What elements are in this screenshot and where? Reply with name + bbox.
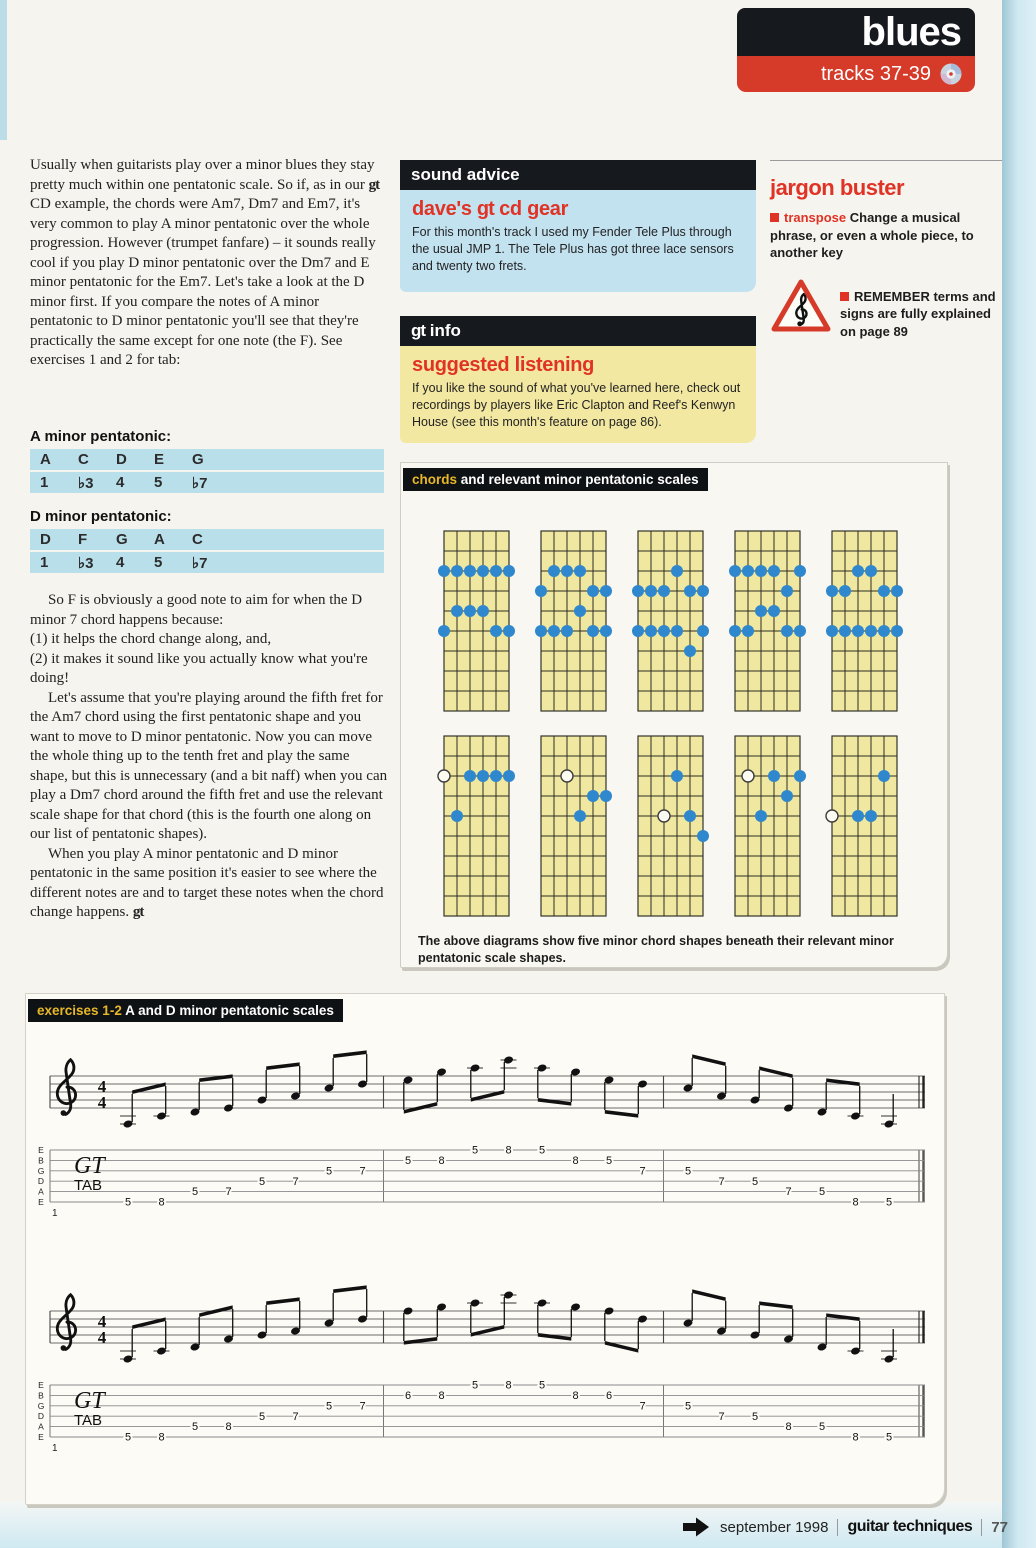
svg-text:5: 5: [885, 1196, 893, 1209]
svg-text:5: 5: [885, 1431, 893, 1444]
svg-text:5: 5: [751, 1410, 759, 1423]
svg-text:GT: GT: [74, 1153, 105, 1179]
note-cell: A: [40, 451, 51, 468]
svg-text:5: 5: [258, 1410, 266, 1423]
table-row-notes: [30, 449, 384, 470]
svg-text:E: E: [38, 1380, 44, 1390]
fretboard-diagrams-svg: [401, 491, 949, 923]
svg-text:7: 7: [639, 1400, 646, 1413]
note-cell: G: [192, 451, 204, 468]
gt-info-text: If you like the sound of what you've learned here, check out recordings by players like Eric Clapton and Reef's Kenwyn House (see this month's feature on page 86).: [412, 381, 741, 429]
sound-advice-box: [400, 160, 756, 292]
svg-text:D: D: [37, 1411, 45, 1422]
header-label: sound advice: [411, 165, 520, 184]
svg-text:8: 8: [505, 1144, 512, 1157]
svg-text:7: 7: [292, 1410, 299, 1423]
exercises-header: [28, 999, 343, 1022]
svg-text:5: 5: [471, 1144, 479, 1157]
list-item: (2) it makes it sound like you actually know what you're doing!: [30, 650, 368, 686]
svg-text:4: 4: [97, 1328, 107, 1347]
svg-text:7: 7: [718, 1410, 725, 1423]
footer-date: september 1998: [720, 1518, 829, 1536]
svg-text:E: E: [38, 1197, 44, 1207]
svg-text:1: 1: [52, 1443, 58, 1454]
notation-system-1: [32, 1030, 937, 1245]
page-edge-right: [1002, 0, 1036, 1548]
gt-info-box: [400, 316, 756, 443]
scale-table-d-minor: [30, 508, 384, 575]
jargon-definition: Change a musical phrase, or even a whole piece, to another key: [770, 210, 974, 260]
svg-text:5: 5: [684, 1165, 692, 1178]
arrow-right-icon: [681, 1516, 711, 1538]
warning-triangle-treble-clef-icon: [770, 278, 832, 334]
sound-advice-header: [400, 160, 756, 190]
bullet-square-icon: [770, 213, 779, 222]
svg-text:G: G: [37, 1400, 45, 1411]
header-rest: A and D minor pentatonic scales: [121, 1003, 334, 1018]
table-row-intervals: [30, 552, 384, 573]
page-edge-left: [0, 0, 7, 140]
svg-text:5: 5: [124, 1431, 132, 1444]
interval-cell: 4: [116, 554, 125, 571]
svg-text:5: 5: [325, 1165, 333, 1178]
svg-text:7: 7: [359, 1165, 366, 1178]
interval-cell: 1: [40, 554, 49, 571]
svg-text:4: 4: [97, 1312, 107, 1331]
svg-text:5: 5: [605, 1155, 613, 1167]
svg-text:8: 8: [572, 1390, 579, 1402]
notation-system-2: [32, 1265, 937, 1480]
footer-magazine-name: guitar techniques: [847, 1518, 973, 1535]
divider: [981, 1519, 982, 1536]
note-cell: A: [154, 531, 165, 548]
footer-page-number: 77: [991, 1518, 1008, 1536]
header-highlight: chords: [412, 472, 458, 487]
svg-text:5: 5: [538, 1144, 546, 1157]
note-cell: E: [154, 451, 165, 468]
tracks-bar: [737, 56, 975, 92]
svg-text:5: 5: [818, 1186, 826, 1199]
svg-text:5: 5: [325, 1400, 333, 1413]
svg-text:5: 5: [258, 1175, 266, 1188]
note-cell: C: [78, 451, 89, 468]
page-footer: [630, 1512, 1008, 1542]
list-item: (1) it helps the chord change along, and,: [30, 631, 272, 647]
interval-cell: ♭3: [78, 554, 94, 572]
header-highlight: exercises 1-2: [37, 1003, 122, 1018]
svg-text:7: 7: [225, 1186, 232, 1199]
header-rest: and relevant minor pentatonic scales: [457, 472, 699, 487]
svg-text:5: 5: [471, 1379, 479, 1392]
svg-text:5: 5: [538, 1379, 546, 1392]
svg-text:7: 7: [292, 1175, 299, 1188]
svg-text:8: 8: [505, 1379, 512, 1392]
paragraph: Let's assume that you're playing around the fifth fret for the Am7 chord using the first pentatonic shape and you want to move to D minor pentatonic. Now you can move the whole thing up to the tenth fret and play the same shape, but this is unnecessary (and a bit naff) when you can play a Dm7 chord around the fifth fret and use the relevant scale shape for that chord (this is the fourth one along on our list of pentatonic shapes).: [30, 689, 388, 842]
svg-text:4: 4: [97, 1077, 107, 1096]
svg-text:7: 7: [718, 1175, 725, 1188]
svg-text:6: 6: [404, 1390, 412, 1402]
table-label: D minor pentatonic:: [30, 508, 172, 525]
svg-text:5: 5: [818, 1421, 826, 1434]
sound-advice-title: dave's gt cd gear: [412, 198, 569, 220]
svg-text:E: E: [38, 1432, 44, 1442]
svg-text:8: 8: [785, 1421, 792, 1434]
svg-text:TAB: TAB: [74, 1177, 103, 1194]
divider: [837, 1519, 838, 1536]
header-label: gt info: [411, 321, 461, 340]
paragraph: When you play A minor pentatonic and D minor pentatonic in the same position it's easier to see where the different notes are and to target these notes when the chord change happens. gt: [30, 845, 384, 920]
jargon-buster-title: jargon buster: [770, 175, 905, 200]
interval-cell: 1: [40, 474, 49, 491]
svg-text:7: 7: [639, 1165, 646, 1178]
svg-text:8: 8: [158, 1431, 165, 1444]
jargon-term: transpose: [784, 210, 847, 225]
svg-text:B: B: [38, 1390, 44, 1401]
gt-info-body: [400, 346, 756, 443]
cd-icon: [939, 62, 963, 86]
note-cell: F: [78, 531, 88, 548]
interval-cell: ♭7: [192, 554, 208, 572]
svg-text:A: A: [38, 1186, 44, 1197]
svg-text:D: D: [37, 1176, 45, 1187]
svg-text:8: 8: [852, 1431, 859, 1444]
interval-cell: ♭7: [192, 474, 208, 492]
svg-text:7: 7: [359, 1400, 366, 1413]
svg-text:B: B: [38, 1155, 44, 1166]
jargon-term: REMEMBER: [854, 288, 930, 304]
jargon-definition: terms and signs are fully explained on page 89: [840, 288, 996, 339]
gt-info-header: [400, 316, 756, 346]
svg-text:8: 8: [572, 1155, 579, 1167]
svg-text:5: 5: [684, 1400, 692, 1413]
chords-panel-header: [403, 468, 708, 491]
svg-text:6: 6: [605, 1390, 613, 1402]
interval-cell: 5: [154, 474, 163, 491]
svg-text:8: 8: [438, 1390, 445, 1402]
interval-cell: ♭3: [78, 474, 94, 492]
chords-diagram-panel: [400, 462, 948, 968]
svg-text:5: 5: [751, 1175, 759, 1188]
svg-text:8: 8: [852, 1196, 859, 1209]
jargon-entry-remember: [840, 278, 1002, 341]
article-body: [30, 591, 388, 923]
svg-text:G: G: [37, 1165, 45, 1176]
svg-text:5: 5: [124, 1196, 132, 1209]
svg-text:4: 4: [97, 1093, 107, 1112]
svg-text:7: 7: [785, 1186, 792, 1199]
note-cell: D: [116, 451, 127, 468]
table-row-intervals: [30, 472, 384, 493]
section-masthead: [737, 8, 975, 56]
gt-info-title: suggested listening: [412, 354, 595, 376]
note-cell: G: [116, 531, 128, 548]
bullet-square-icon: [840, 292, 849, 301]
sound-advice-body: [400, 190, 756, 292]
interval-cell: 4: [116, 474, 125, 491]
svg-text:E: E: [38, 1145, 44, 1155]
svg-text:5: 5: [191, 1421, 199, 1434]
svg-text:8: 8: [438, 1155, 445, 1167]
svg-text:8: 8: [225, 1421, 232, 1434]
svg-text:8: 8: [158, 1196, 165, 1209]
note-cell: C: [192, 531, 203, 548]
table-row-notes: [30, 529, 384, 550]
section-title: blues: [861, 10, 961, 54]
jargon-entry-transpose: [770, 209, 1002, 262]
jargon-buster: [770, 160, 1002, 340]
sound-advice-text: For this month's track I used my Fender Tele Plus through the usual JMP 1. The Tele Plus has got three lace sensors and twenty two frets.: [412, 225, 734, 273]
article-intro: Usually when guitarists play over a minor blues they stay pretty much within one pentatonic scale. So if, as in our gt CD example, the chords were Am7, Dm7 and Em7, it's very common to play A minor pentatonic over the whole progression. However (trumpet fanfare) – it sounds really cool if you play D minor pentatonic over the Dm7 and E minor pentatonic for the Em7. Let's take a look at the D minor first. If you compare the notes of A minor pentatonic to D minor pentatonic you'll see that they're practically the same except for one note (the F). See exercises 1 and 2 for tab:: [30, 157, 380, 368]
diagram-caption: The above diagrams show five minor chord shapes beneath their relevant minor pentatonic scale shapes.: [418, 934, 894, 965]
divider: [770, 160, 1002, 161]
svg-text:1: 1: [52, 1208, 58, 1219]
note-cell: D: [40, 531, 51, 548]
interval-cell: 5: [154, 554, 163, 571]
scale-table-a-minor: [30, 428, 384, 495]
svg-text:TAB: TAB: [74, 1412, 103, 1429]
table-label: A minor pentatonic:: [30, 428, 172, 445]
svg-text:5: 5: [404, 1155, 412, 1167]
svg-text:5: 5: [191, 1186, 199, 1199]
tracks-label: tracks 37-39: [820, 62, 931, 85]
svg-text:GT: GT: [74, 1388, 105, 1414]
svg-text:A: A: [38, 1421, 44, 1432]
exercises-panel: [25, 993, 945, 1505]
paragraph: So F is obviously a good note to aim for when the D minor 7 chord happens because:: [30, 592, 363, 628]
